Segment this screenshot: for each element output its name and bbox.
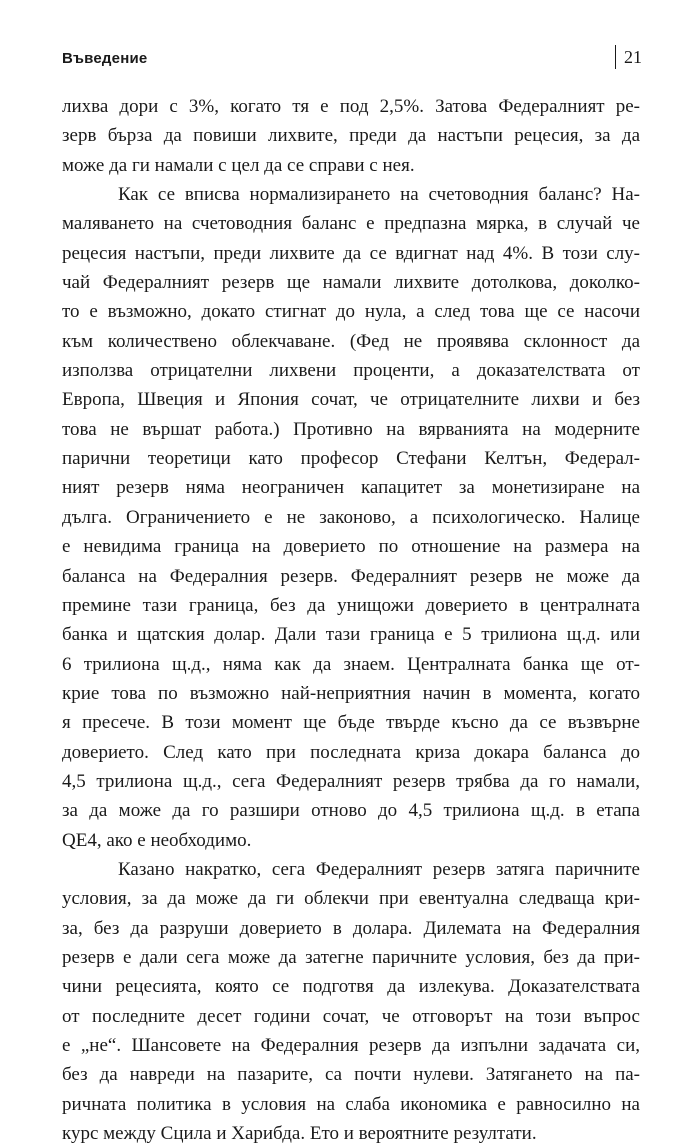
text-line: то е възможно, докато стигнат до нула, а след това ще се насочи xyxy=(62,301,640,323)
header-divider xyxy=(615,45,616,69)
text-line: чай Федералният резерв ще намали лихвите дотолкова, доколко- xyxy=(62,272,640,294)
page-number-box xyxy=(615,44,642,70)
text-line: парични теоретици като професор Стефани Келтън, Федерал- xyxy=(62,448,640,470)
text-line: курс между Сцила и Харибда. Ето и вероятните резултати. xyxy=(62,1123,537,1145)
text-line: условия, за да може да ги облекчи при евентуална следваща кри- xyxy=(62,888,640,910)
text-line: рецесия настъпи, преди лихвите да се вдигнат над 4%. В този слу- xyxy=(62,242,640,264)
text-line: е невидима граница на доверието по отношение на размера на xyxy=(62,536,640,558)
text-line: ричната политика в условия на слаба икономика е равносилно на xyxy=(62,1093,640,1115)
text-line: премине тази граница, без да унищожи доверието в централната xyxy=(62,594,640,616)
text-line: може да ги намали с цел да се справи с нея. xyxy=(62,154,415,176)
text-line: лихва дори с 3%, когато тя е под 2,5%. Затова Федералният ре- xyxy=(62,96,640,117)
text-line: крие това по възможно най-неприятния начин в момента, когато xyxy=(62,682,640,704)
text-line: за да може да го разшири отново до 4,5 трилиона щ.д. в етапа xyxy=(62,800,640,822)
text-line: зерв бърза да повиши лихвите, преди да настъпи рецесия, за да xyxy=(62,125,640,147)
paragraph-1 xyxy=(62,92,640,180)
text-line: 4,5 трилиона щ.д., сега Федералният резерв трябва да го намали, xyxy=(62,770,640,792)
text-line: QE4, ако е необходимо. xyxy=(62,829,252,851)
text-line: за, без да разруши доверието в долара. Дилемата на Федералния xyxy=(62,917,640,939)
text-line: Европа, Швеция и Япония сочат, че отрицателните лихви и без xyxy=(62,389,640,411)
text-line: без да навреди на пазарите, са почти нулеви. Затягането на па- xyxy=(62,1064,640,1086)
text-line: банка и щатския долар. Дали тази граница е 5 трилиона щ.д. или xyxy=(62,624,640,646)
paragraph-2 xyxy=(62,180,640,855)
text-line: доверието. След като при последната криза докара баланса до xyxy=(62,741,640,763)
text-line: 6 трилиона щ.д., няма как да знаем. Централната банка ще от- xyxy=(62,653,640,675)
body-text xyxy=(62,92,640,1148)
text-line: маляването на счетоводния баланс е предпазна мярка, в случай че xyxy=(62,213,640,235)
running-header xyxy=(62,44,642,70)
chapter-title: Въведение xyxy=(62,50,148,67)
text-line: ният резерв няма неограничен капацитет за монетизиране на xyxy=(62,477,640,499)
text-line: Казано накратко, сега Федералният резерв затяга паричните xyxy=(118,858,640,880)
text-line: Как се вписва нормализирането на счетоводния баланс? На- xyxy=(118,184,640,206)
text-line: дълга. Ограничението е не законово, а психологическо. Налице xyxy=(62,506,640,528)
text-line: от последните десет години сочат, че отговорът на този въпрос xyxy=(62,1005,640,1027)
page-number: 21 xyxy=(624,46,642,67)
text-line: използва отрицателни лихвени проценти, а доказателствата от xyxy=(62,360,640,382)
text-line: резерв е дали сега може да затегне паричните условия, без да при- xyxy=(62,946,640,968)
text-line: баланса на Федералния резерв. Федералният резерв не може да xyxy=(62,565,640,587)
text-line: към количествено облекчаване. (Фед не проявява склонност да xyxy=(62,330,640,352)
paragraph-3 xyxy=(62,855,640,1148)
text-line: я пресече. В този момент ще бъде твърде късно да се възвърне xyxy=(62,712,640,734)
text-line: чини рецесията, която се подготвя да излекува. Доказателствата xyxy=(62,976,640,998)
text-line: това не вършат работа.) Противно на вярванията на модерните xyxy=(62,418,640,440)
text-line: е „не“. Шансовете на Федералния резерв да изпълни задачата си, xyxy=(62,1035,640,1056)
